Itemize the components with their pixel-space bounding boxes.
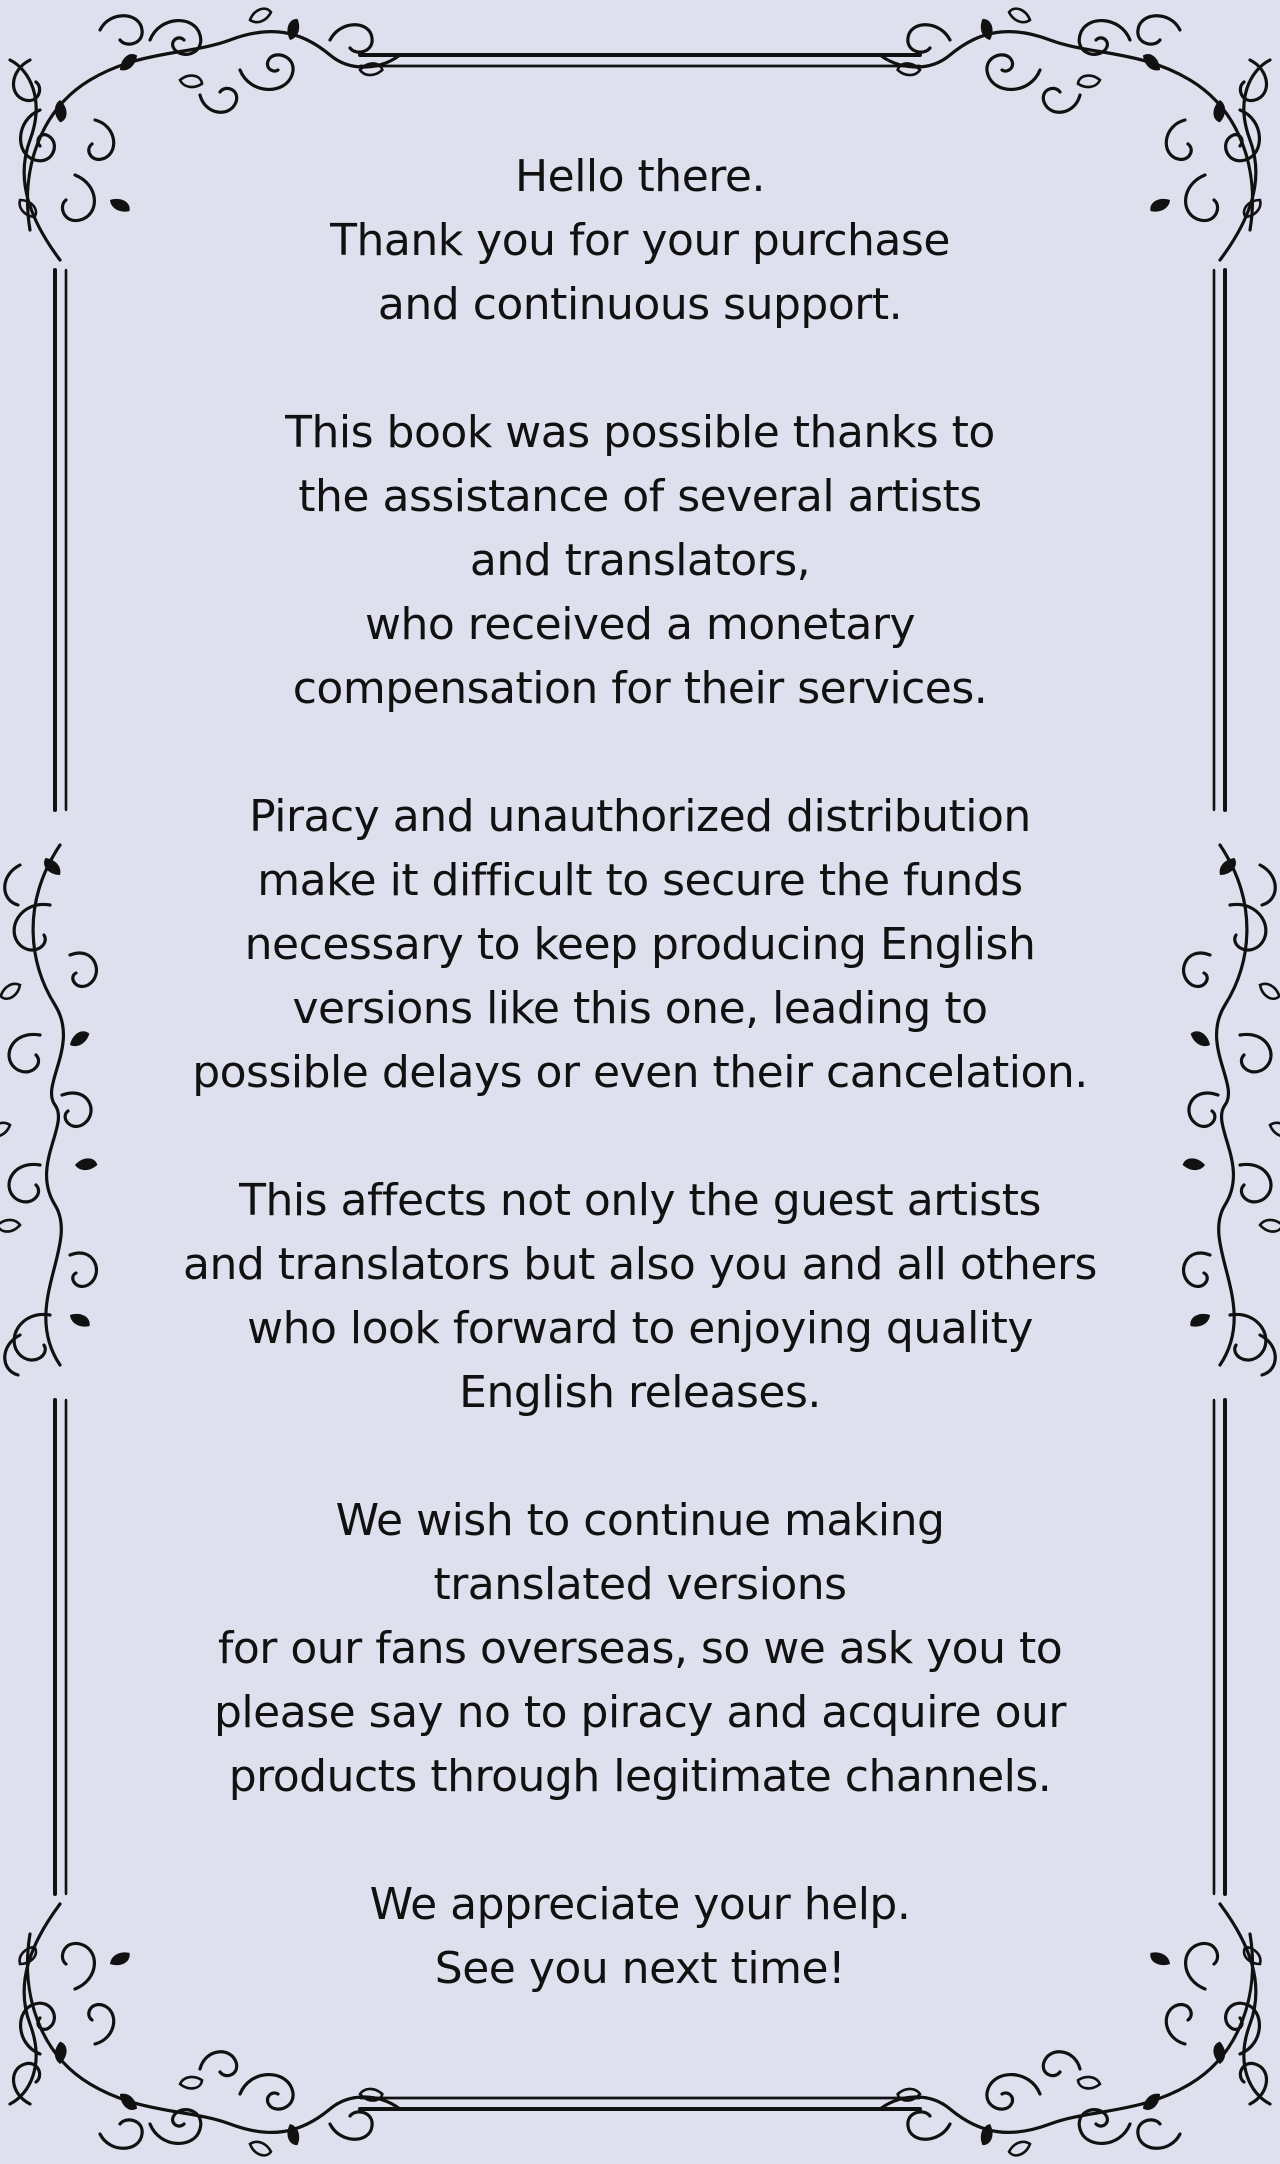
- text-line: We appreciate your help.: [369, 1879, 911, 1930]
- letter-body: [140, 145, 1140, 2001]
- text-line: See you next time!: [434, 1943, 846, 1994]
- text-line: possible delays or even their cancelation.: [192, 1047, 1088, 1098]
- text-line: We wish to continue making: [335, 1495, 945, 1546]
- paragraph-impact: [140, 1169, 1140, 1425]
- text-line: who received a monetary: [364, 599, 915, 650]
- text-line: and translators,: [469, 535, 811, 586]
- text-line: for our fans overseas, so we ask you to: [217, 1623, 1063, 1674]
- text-line: Piracy and unauthorized distribution: [249, 791, 1031, 842]
- text-line: who look forward to enjoying quality: [247, 1303, 1033, 1354]
- text-line: Hello there.: [515, 151, 765, 202]
- text-line: products through legitimate channels.: [228, 1751, 1052, 1802]
- text-line: necessary to keep producing English: [244, 919, 1036, 970]
- text-line: and translators but also you and all others: [183, 1239, 1097, 1290]
- text-line: versions like this one, leading to: [292, 983, 988, 1034]
- text-line: This book was possible thanks to: [285, 407, 995, 458]
- text-line: and continuous support.: [377, 279, 903, 330]
- paragraph-piracy: [140, 785, 1140, 1105]
- text-line: English releases.: [459, 1367, 821, 1418]
- text-line: compensation for their services.: [292, 663, 988, 714]
- text-line: Thank you for your purchase: [330, 215, 950, 266]
- text-line: make it difficult to secure the funds: [257, 855, 1023, 906]
- text-line: This affects not only the guest artists: [239, 1175, 1041, 1226]
- text-line: the assistance of several artists: [298, 471, 982, 522]
- paragraph-request: [140, 1489, 1140, 1809]
- paragraph-closing: [140, 1873, 1140, 2001]
- text-line: translated versions: [433, 1559, 847, 1610]
- paragraph-credits: [140, 401, 1140, 721]
- text-line: please say no to piracy and acquire our: [214, 1687, 1066, 1738]
- paragraph-greeting: [140, 145, 1140, 337]
